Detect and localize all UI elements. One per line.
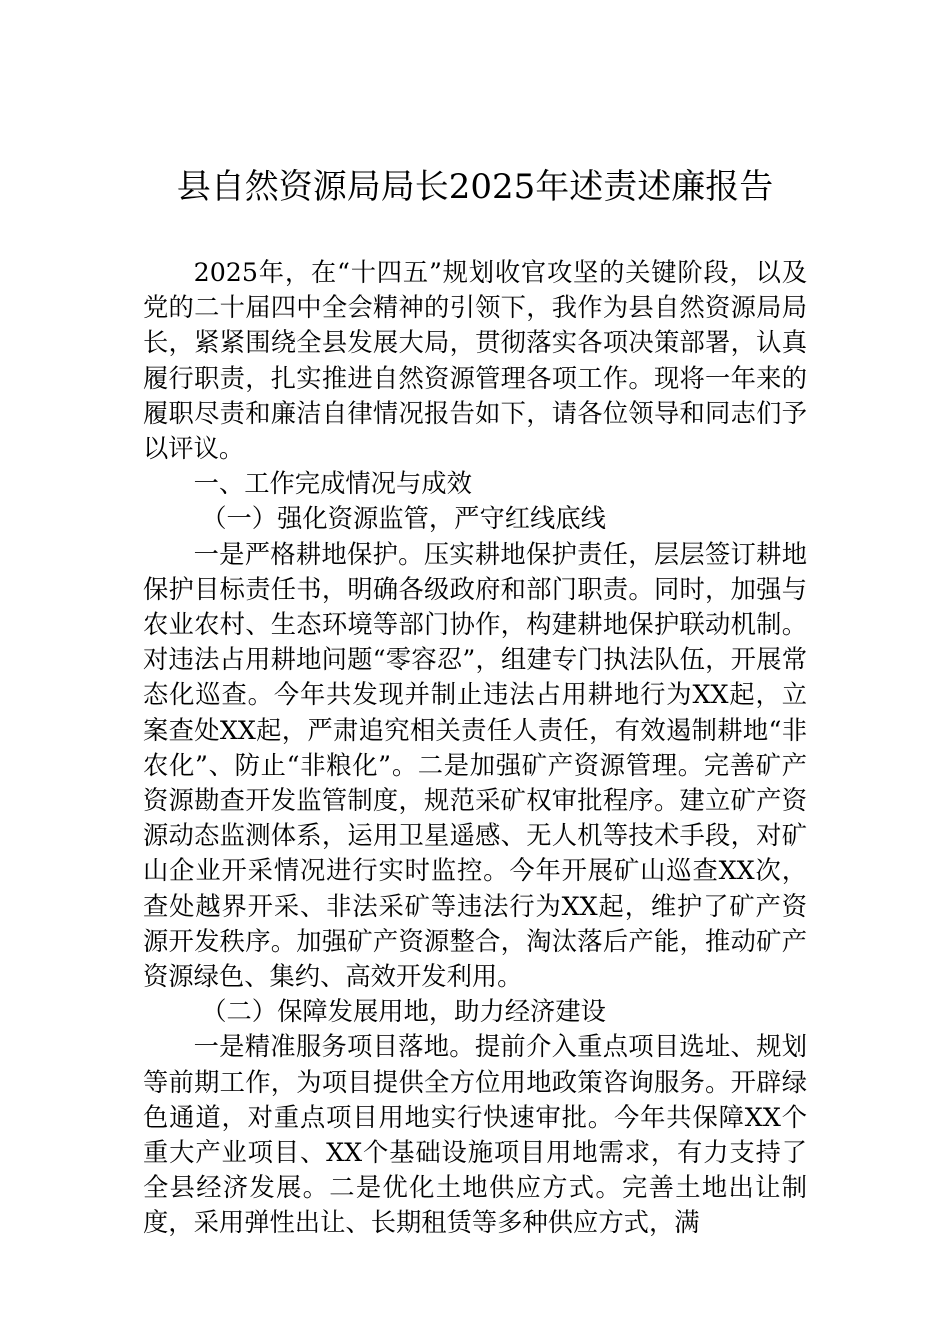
paragraph-intro: 2025年，在“十四五”规划收官攻坚的关键阶段，以及党的二十届四中全会精神的引领下，我作为县自然资源局局长，紧紧围绕全县发展大局，贯彻落实各项决策部署，认真履行职责，扎实推进自然资源管理各项工作。现将一年来的履职尽责和廉洁自律情况报告如下，请各位领导和同志们予以评议。 — [143, 258, 807, 464]
document-title: 县自然资源局局长2025年述责述廉报告 — [176, 167, 774, 207]
subsection-heading-2: （二）保障发展用地，助力经济建设 — [201, 997, 606, 1027]
paragraph-resource-supervision: 一是严格耕地保护。压实耕地保护责任，层层签订耕地保护目标责任书，明确各级政府和部门职责。同时，加强与农业农村、生态环境等部门协作，构建耕地保护联动机制。对违法占用耕地问题“零容忍”，组建专门执法队伍，开展常态化巡查。今年共发现并制止违法占用耕地行为XX起，立案查处XX起，严肃追究相关责任人责任，有效遏制耕地“非农化”、防止“非粮化”。二是加强矿产资源管理。完善矿产资源勘查开发监管制度，规范采矿权审批程序。建立矿产资源动态监测体系，运用卫星遥感、无人机等技术手段，对矿山企业开采情况进行实时监控。今年开展矿山巡查XX次，查处越界开采、非法采矿等违法行为XX起，维护了矿产资源开发秩序。加强矿产资源整合，淘汰落后产能，推动矿产资源绿色、集约、高效开发利用。 — [143, 539, 807, 992]
subsection-heading-1: （一）强化资源监管，严守红线底线 — [201, 504, 606, 534]
paragraph-land-use: 一是精准服务项目落地。提前介入重点项目选址、规划等前期工作，为项目提供全方位用地政策咨询服务。开辟绿色通道，对重点项目用地实行快速审批。今年共保障XX个重大产业项目、XX个基础设施项目用地需求，有力支持了全县经济发展。二是优化土地供应方式。完善土地出让制度，采用弹性出让、长期租赁等多种供应方式，满 — [143, 1032, 807, 1238]
section-heading-1: 一、工作完成情况与成效 — [193, 469, 472, 499]
document-body — [143, 255, 807, 1241]
